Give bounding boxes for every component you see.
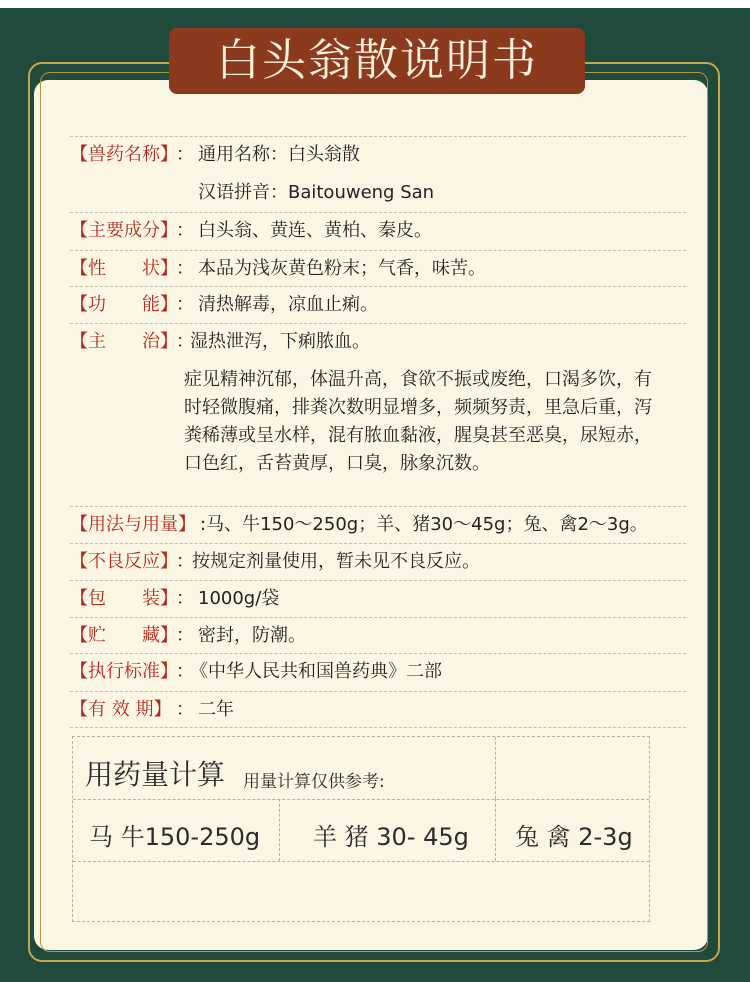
row-value: 《中华人民共和国兽药典》二部: [190, 661, 442, 682]
row-value: 通用名称：白头翁散: [198, 144, 360, 165]
row-label: 【不良反应】: [70, 551, 178, 572]
dosage-calculator: [72, 736, 650, 922]
indications-detail: 症见精神沉郁，体温升高，食欲不振或废绝，口渴多饮，有 时轻微腹痛，排粪次数明显增多，频频努责，里急后重，泻 粪稀薄或呈水样，混有脓血黏液，腥臭甚至恶臭，尿短赤， 口色红，舌苔黄厚，口臭，脉象沉数。: [184, 369, 652, 474]
row-pinyin: [70, 175, 686, 211]
divider: [70, 727, 686, 728]
row-label: 【用法与用量】: [70, 514, 196, 535]
row-label: 【性 状】: [70, 258, 178, 279]
row-vet-drug-name: 【兽药名称】 ： 通用名称：白头翁散: [70, 136, 686, 173]
dose-sheep-pig: 羊 猪 30- 45g: [313, 823, 469, 851]
row-label: 【主 治】: [70, 331, 178, 352]
dose-horse-cattle: 马 牛150-250g: [89, 823, 261, 851]
calculator-note: 用量计算仅供参考:: [243, 772, 385, 792]
row-label: 【有 效 期】: [70, 699, 172, 720]
row-label: 【兽药名称】: [70, 144, 178, 165]
top-strip: [0, 0, 750, 8]
row-value: 清热解毒，凉血止痢。: [198, 294, 378, 315]
row-value: 白头翁、黄连、黄柏、秦皮。: [198, 220, 432, 241]
row-value: 本品为浅灰黄色粉末；气香，味苦。: [198, 258, 486, 279]
row-value: 汉语拼音：Baitouweng San: [198, 182, 435, 203]
row-storage: 【贮 藏】 ： 密封，防潮。: [70, 617, 686, 654]
row-label: 【执行标准】: [70, 661, 178, 682]
row-value: 湿热泄泻，下痢脓血。: [190, 331, 370, 352]
row-ingredients: 【主要成分】 ： 白头翁、黄连、黄柏、秦皮。: [70, 212, 686, 249]
row-properties: 【性 状】 ： 本品为浅灰黄色粉末；气香，味苦。: [70, 250, 686, 287]
row-label: 【贮 藏】: [70, 625, 178, 646]
row-label: 【主要成分】: [70, 220, 178, 241]
row-value: :马、牛150～250g；羊、猪30～45g；兔、禽2～3g。: [200, 514, 648, 535]
row-standard: 【执行标准】 ： 《中华人民共和国兽药典》二部: [70, 653, 686, 690]
calculator-title: 用药量计算: [85, 758, 226, 791]
row-function: 【功 能】 ： 清热解毒，凉血止痢。: [70, 286, 686, 323]
row-adverse-reactions: 【不良反应】 ： 按规定剂量使用，暂未见不良反应。: [70, 543, 686, 580]
row-indications: 【主 治】 ： 湿热泄泻，下痢脓血。: [70, 323, 686, 360]
row-label: 【包 装】: [70, 588, 178, 609]
row-value: 二年: [198, 699, 234, 720]
row-value: 密封，防潮。: [198, 625, 306, 646]
row-packaging: 【包 装】 ： 1000g/袋: [70, 580, 686, 617]
page-title: 白头翁散说明书: [169, 28, 585, 94]
dose-rabbit-poultry: 兔 禽 2-3g: [515, 823, 633, 851]
row-value: 按规定剂量使用，暂未见不良反应。: [192, 551, 480, 572]
row-shelf-life: 【有 效 期】 ： 二年: [70, 691, 686, 728]
row-label: 【功 能】: [70, 294, 178, 315]
row-value: 1000g/袋: [198, 588, 280, 609]
row-usage: [70, 506, 686, 543]
